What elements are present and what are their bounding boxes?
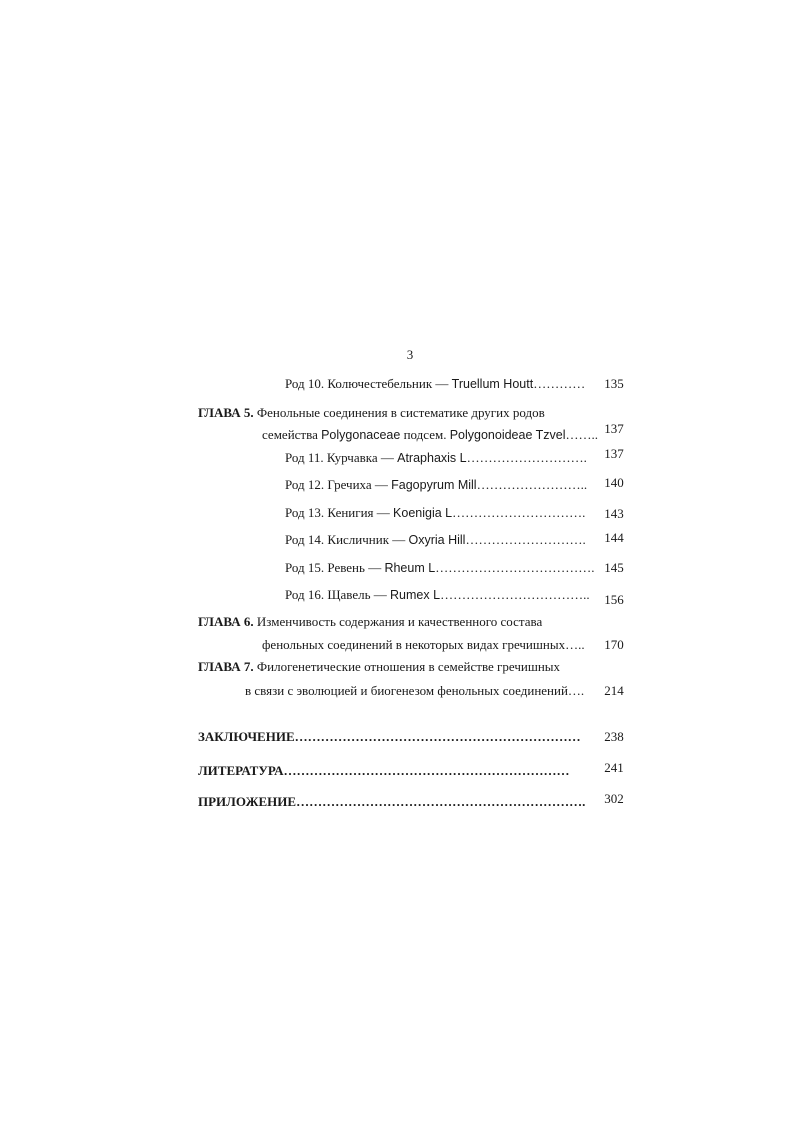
toc-entry-latin: Rheum L	[384, 561, 436, 575]
toc-entry-title: Род 10. Колючестебельник —	[285, 376, 452, 391]
toc-entry-latin: Oxyria Hill	[408, 533, 466, 547]
toc-entry-chapter-7	[198, 659, 588, 675]
toc-entry-chapter-5	[198, 405, 588, 421]
toc-entry-rod-15	[285, 560, 593, 576]
toc-entry-rod-10	[285, 376, 593, 392]
toc-page-number: 241	[604, 760, 624, 775]
toc-page-number: 144	[604, 530, 624, 545]
toc-dot-leader: …………	[533, 376, 586, 391]
toc-entry-chapter-6-line-2	[262, 637, 594, 653]
toc-entry-latin: Atraphaxis L	[397, 451, 467, 465]
toc-page-number: 137	[604, 446, 624, 461]
toc-page-number: 143	[604, 506, 624, 521]
section-label: ЗАКЛЮЧЕНИЕ	[198, 729, 295, 744]
toc-page-number: 170	[604, 637, 624, 652]
toc-page-number: 140	[604, 475, 624, 490]
toc-entry-title: Род 12. Гречиха —	[285, 477, 392, 492]
toc-dot-leader: ……………………………..	[440, 587, 590, 602]
chapter-title: Изменчивость содержания и качественного состава	[253, 614, 543, 629]
toc-entry-rod-16	[285, 587, 593, 603]
toc-page-number: 137	[604, 421, 624, 436]
toc-entry-latin: Polygonaceae	[321, 428, 401, 442]
toc-dot-leader: ……………………….	[466, 450, 587, 465]
chapter-label: ГЛАВА 7.	[198, 659, 254, 674]
toc-page-number: 156	[604, 592, 624, 607]
toc-page-number: 135	[604, 376, 624, 391]
toc-entry-latin: Koenigia L	[393, 506, 453, 520]
toc-entry-chapter-5-line-2	[262, 427, 599, 443]
toc-entry-rod-12	[285, 477, 593, 493]
toc-dot-leader: ………………………………………………………….	[296, 794, 586, 809]
toc-entry-title: Род 15. Ревень —	[285, 560, 385, 575]
toc-entry-appendix	[198, 794, 590, 810]
toc-dot-leader: ……………………..	[476, 477, 588, 492]
toc-entry-latin: Truellum Houtt	[451, 377, 534, 391]
toc-entry-chapter-6	[198, 614, 588, 630]
toc-dot-leader: ……..	[565, 427, 599, 442]
toc-entry-literature	[198, 763, 590, 779]
toc-page-number: 214	[604, 683, 624, 698]
toc-entry-conclusion	[198, 729, 590, 745]
toc-entry-rod-13	[285, 505, 593, 521]
chapter-title-cont: фенольных соединений в некоторых видах гречишных…..	[262, 637, 585, 652]
toc-dot-leader: …………………………………………………………	[283, 763, 570, 778]
toc-page-number: 145	[604, 560, 624, 575]
chapter-title-cont: в связи с эволюцией и биогенезом фенольных соединений….	[245, 683, 585, 698]
toc-entry-latin: Rumex L	[390, 588, 441, 602]
toc-page-number: 302	[604, 791, 624, 806]
toc-dot-leader: …………………………………………………………	[294, 729, 581, 744]
section-label: ПРИЛОЖЕНИЕ	[198, 794, 297, 809]
toc-dot-leader: ……………………………….	[435, 560, 595, 575]
chapter-title-cont: подсем.	[400, 427, 450, 442]
toc-entry-title: Род 14. Кисличник —	[285, 532, 409, 547]
toc-entry-rod-14	[285, 532, 593, 548]
toc-entry-latin: Polygonoideae Tzvel	[449, 428, 566, 442]
section-label: ЛИТЕРАТУРА	[198, 763, 284, 778]
chapter-label: ГЛАВА 5.	[198, 405, 254, 420]
toc-page-number: 238	[604, 729, 624, 744]
toc-entry-title: Род 13. Кенигия —	[285, 505, 394, 520]
page-number: 3	[406, 347, 414, 362]
toc-dot-leader: ……………………….	[465, 532, 586, 547]
toc-entry-latin: Fagopyrum Mill	[391, 478, 477, 492]
chapter-title: Фенольные соединения в систематике других родов	[256, 405, 545, 420]
toc-entry-title: Род 11. Курчавка —	[285, 450, 398, 465]
toc-entry-rod-11	[285, 450, 593, 466]
toc-entry-title: Род 16. Щавель —	[285, 587, 391, 602]
chapter-title-cont: семейства	[262, 427, 322, 442]
toc-dot-leader: ………………………….	[452, 505, 586, 520]
toc-entry-chapter-7-line-2	[245, 683, 594, 699]
chapter-title: Филогенетические отношения в семействе гречишных	[253, 659, 561, 674]
chapter-label: ГЛАВА 6.	[198, 614, 254, 629]
